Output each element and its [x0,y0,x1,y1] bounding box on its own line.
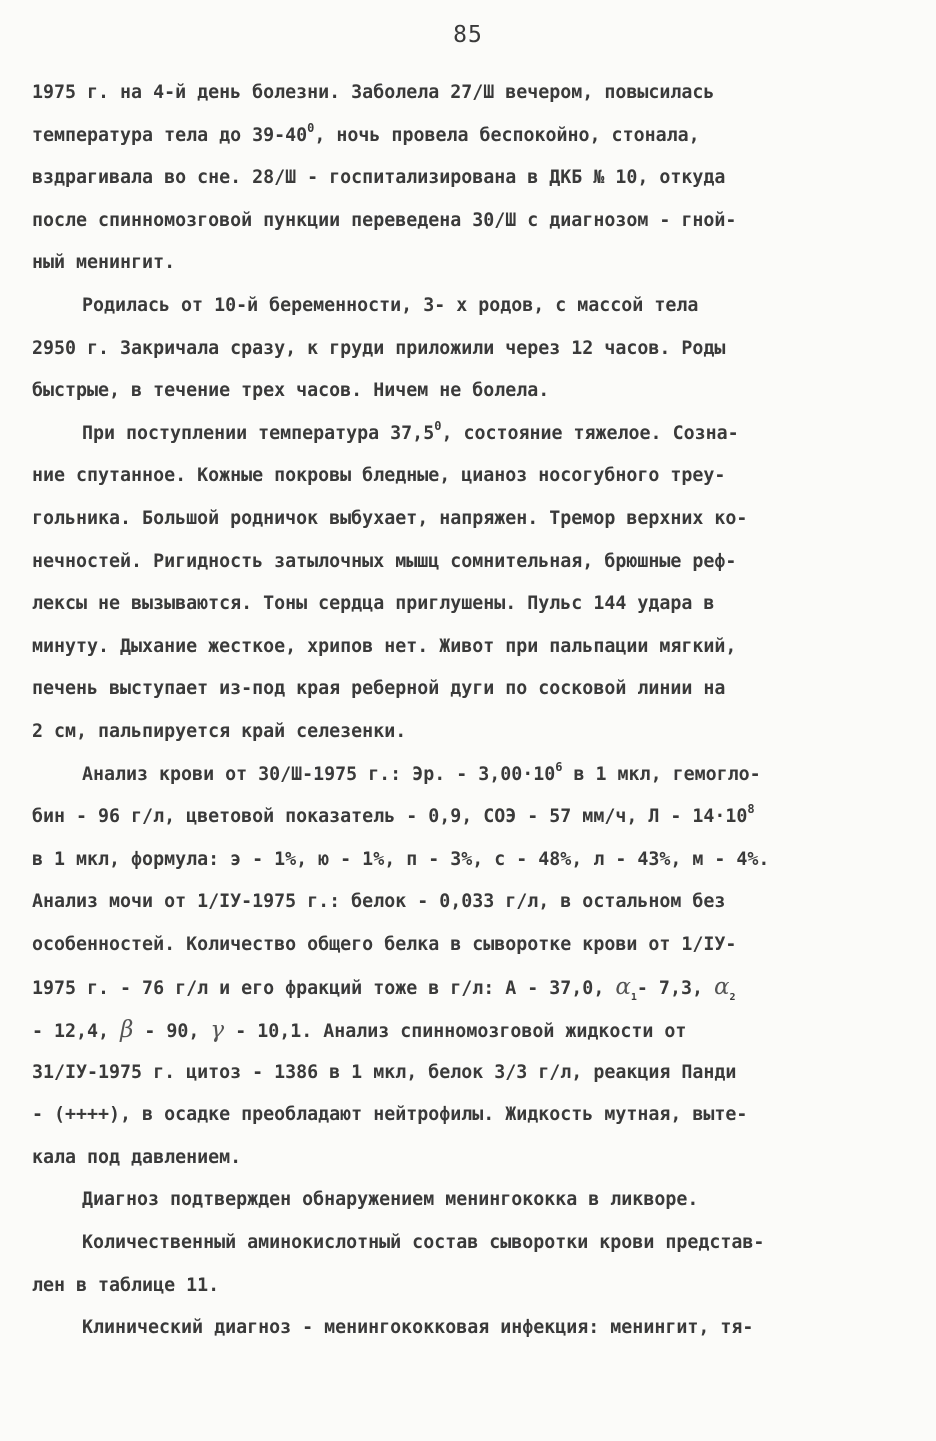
text-line: 1975 г. на 4-й день болезни. Заболела 27/Ш вечером, повысилась [32,82,715,103]
text-line: 31/IУ-1975 г. цитоз - 1386 в 1 мкл, белок 3/3 г/л, реакция Панди [32,1061,737,1083]
page-number: 85 [453,22,483,48]
text-line: быстрые, в течение трех часов. Ничем не болела. [32,380,550,402]
text-line: Диагноз подтвержден обнаружением менингококка в ликворе. [82,1189,699,1211]
handwritten-alpha: α [713,974,730,1001]
text-line: При поступлении температура 37,5$^0$, состояние тяжелое. Созна- [82,418,739,444]
text-line: кала под давлением. [32,1146,242,1168]
handwritten-alpha: α [615,974,631,1001]
text-line: минуту. Дыхание жесткое, хрипов нет. Живот при пальпации мягкий, [32,635,737,657]
text-line: ный менингит. [32,252,176,274]
superscript: 0 [307,120,315,135]
text-line: Количественный аминокислотный состав сыворотки крови представ- [82,1232,765,1254]
text-line: гольника. Большой родничок выбухает, напряжен. Тремор верхних ко- [32,507,748,529]
text-line: печень выступает из-под края реберной дуги по сосковой линии на [32,678,726,700]
text-line: Анализ крови от 30/Ш-1975 г.: Эр. - $3,00\cdot 10^6$ в 1 мкл, гемогло- [82,759,761,785]
text-line: температура тела до $39-40^0$, ночь провела беспокойно, стонала, [32,120,700,146]
text-line: - (++++), в осадке преобладают нейтрофилы. Жидкость мутная, выте- [32,1104,748,1126]
text-line: Анализ мочи от 1/IУ-1975 г.: белок - 0,033 г/л, в остальном без [32,891,726,913]
text-line: после спинномозговой пункции переведена 30/Ш с диагнозом - гной- [32,209,737,231]
text-line: особенностей. Количество общего белка в сыворотке крови от 1/IУ- [32,933,737,955]
text-line: Родилась от 10-й беременности, 3- х родов, с массой тела [82,294,699,316]
text-line: 1975 г. - 76 г/л и его фракций тоже в г/л: А - 37,0, $\alpha_1-$ 7,3, $\alpha_2$ [32,974,736,1004]
subscript: 1 [630,992,637,1004]
superscript: 0 [434,418,442,433]
text-line: вздрагивала во сне. 28/Ш - госпитализирована в ДКБ № 10, откуда [32,167,726,189]
handwritten-beta: β [120,1017,134,1044]
text-line: бин - 96 г/л, цветовой показатель - 0,9, СОЭ - 57 мм/ч, $Л - 14\cdot 10^8$ [32,802,755,828]
text-line: в 1 мкл, формула: э - 1%, ю - 1%, п - 3%, с - 48%, л - 43%, м - 4%. [32,848,770,870]
text-line: Клинический диагноз - менингококковая инфекция: менингит, тя- [82,1317,754,1339]
subscript: 2 [729,992,736,1004]
superscript: 6 [555,759,563,774]
handwritten-gamma: γ [210,1017,225,1044]
text-line: 2950 г. Закричала сразу, к груди приложили через 12 часов. Роды [32,337,726,359]
text-line: 2 см, пальпируется край селезенки. [32,720,407,742]
text-line: нечностей. Ригидность затылочных мышц сомнительная, брюшные реф- [32,550,737,572]
body-text [32,72,912,1350]
text-line: лексы не вызываются. Тоны сердца приглушены. Пульс 144 удара в [32,593,715,615]
text-line: ние спутанное. Кожные покровы бледные, цианоз носогубного треу- [32,465,726,487]
text-line: лен в таблице 11. [32,1274,220,1296]
superscript: 8 [747,802,755,817]
text-line: - 12,4, β - 90, γ - 10,1. Анализ спинномозговой жидкости от [32,1017,687,1044]
